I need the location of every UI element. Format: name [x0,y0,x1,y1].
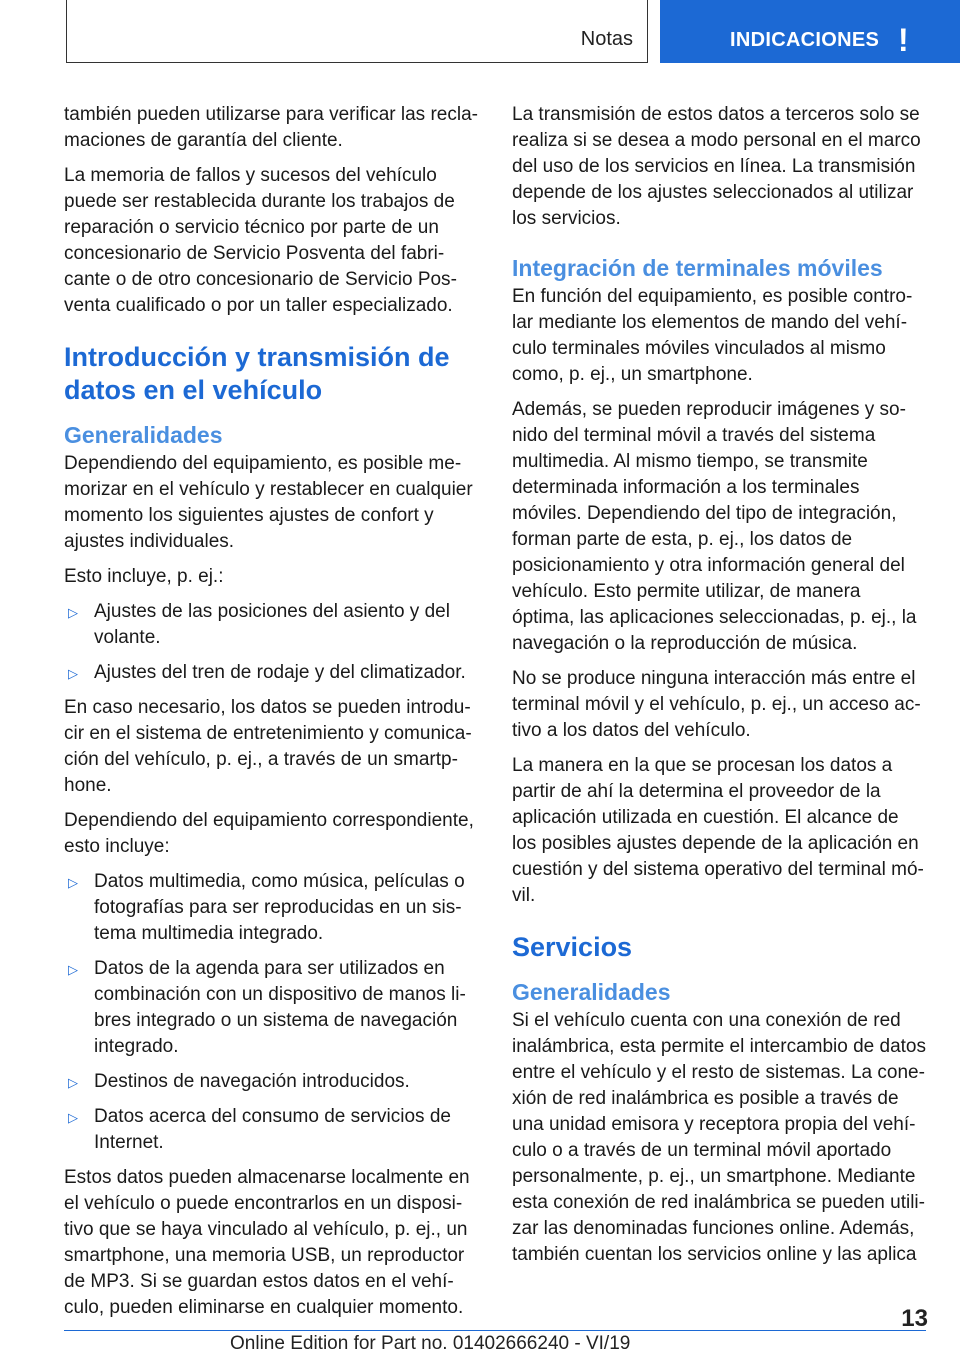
paragraph: En caso necesario, los datos se pueden introducir en el sistema de entretenimiento y comunicación del vehículo, p. ej., a través de un smartphone. [64,697,472,796]
subsection-heading: Integración de terminales móviles [512,255,883,281]
triangle-bullet-icon: ▷ [68,962,78,977]
triangle-bullet-icon: ▷ [68,666,78,681]
paragraph: Dependiendo del equipamiento correspondiente, esto incluye: [64,810,474,857]
paragraph: La transmisión de estos datos a terceros solo se realiza si se desea a modo personal en el marco del uso de los servicios en línea. La transmisión depende de los ajustes seleccionados al utilizar los servicios. [512,104,921,229]
header-section-box [66,0,648,63]
triangle-bullet-icon: ▷ [68,1110,78,1125]
paragraph: Esto incluye, p. ej.: [64,566,224,587]
paragraph: En función del equipamiento, es posible controlar mediante los elementos de mando del vehículo terminales móviles vinculados al mismo como, p. ej., un smartphone. [512,286,913,385]
footer-divider [64,1330,926,1331]
left-column [64,102,478,1330]
subsection-heading: Generalidades [512,979,671,1005]
list-item-text: Ajustes del tren de rodaje y del climatizador. [94,662,466,683]
bullet-list [64,599,478,686]
page-number: 13 [901,1305,928,1332]
right-column [512,102,926,1277]
triangle-bullet-icon: ▷ [68,605,78,620]
header-chapter-tab [660,0,960,63]
list-item [64,869,478,947]
list-item [64,599,478,651]
list-item-text: Datos de la agenda para ser utilizados en combinación con un dispositivo de manos libres integrado o un sistema de navegación integrado. [94,958,466,1057]
list-item [64,1104,478,1156]
exclamation-icon: ! [898,22,909,58]
paragraph: No se produce ninguna interacción más entre el terminal móvil y el vehículo, p. ej., un acceso activo a los datos del vehículo. [512,668,921,741]
paragraph: Dependiendo del equipamiento, es posible memorizar en el vehículo y restablecer en cualquier momento los siguientes ajustes de confort y ajustes individuales. [64,453,473,552]
header-chapter-title: INDICACIONES [730,29,880,51]
list-item-text: Destinos de navegación introducidos. [94,1071,410,1092]
subsection-heading: Generalidades [64,422,223,448]
bullet-list [64,869,478,1156]
triangle-bullet-icon: ▷ [68,875,78,890]
paragraph: La memoria de fallos y sucesos del vehículo puede ser restablecida durante los trabajos de reparación o servicio técnico por parte de un concesionario de Servicio Posventa del fabricante o de otro concesionario de Servicio Posventa cualificado o por un taller especializado. [64,165,457,316]
section-heading: Servicios [512,932,633,962]
paragraph: Además, se pueden reproducir imágenes y sonido del terminal móvil a través del sistema multimedia. Al mismo tiempo, se transmite determinada información a los terminales móviles. Dependiendo del tipo de integración, forman parte de esta, p. ej., los datos de posicionamiento y otra información general del vehículo. Esto permite utilizar, de manera óptima, las aplicaciones seleccionadas, p. ej., la navegación o la reproducción de música. [512,399,917,654]
header-section-title: Notas [580,28,633,50]
list-item-text: Ajustes de las posiciones del asiento y del volante. [94,601,450,648]
paragraph: Si el vehículo cuenta con una conexión de red inalámbrica, esta permite el intercambio de datos entre el vehículo y el resto de sistemas. La conexión de red inalámbrica es posible a través de una unidad emisora y receptora propia del vehículo o a través de un terminal móvil aportado personalmente, p. ej., un smartphone. Mediante esta conexión de red inalámbrica se pueden utilizar las denominadas funciones online. Además, también cuentan los servicios online y las aplica [512,1010,926,1265]
list-item [64,1069,478,1095]
paragraph: La manera en la que se procesan los datos a partir de ahí la determina el proveedor de la aplicación utilizada en cuestión. El alcance de los posibles ajustes depende de la aplicación en cuestión y del sistema operativo del terminal móvil. [512,755,924,906]
list-item [64,956,478,1060]
footer-edition-text: Online Edition for Part no. 01402666240 - VI/19 [230,1333,631,1354]
list-item-text: Datos acerca del consumo de servicios de Internet. [94,1106,451,1153]
paragraph: Estos datos pueden almacenarse localmente en el vehículo o puede encontrarlos en un dispositivo que se haya vinculado al vehículo, p. ej., un smartphone, una memoria USB, un reproductor de MP3. Si se guardan estos datos en el vehículo, pueden eliminarse en cualquier momento. [64,1167,470,1318]
paragraph: también pueden utilizarse para verificar las reclamaciones de garantía del cliente. [64,104,478,151]
triangle-bullet-icon: ▷ [68,1075,78,1090]
list-item-text: Datos multimedia, como música, películas o fotografías para ser reproducidas en un sistema multimedia integrado. [94,871,465,944]
list-item [64,660,478,686]
section-heading: Introducción y transmisión de datos en el vehículo [64,342,450,405]
